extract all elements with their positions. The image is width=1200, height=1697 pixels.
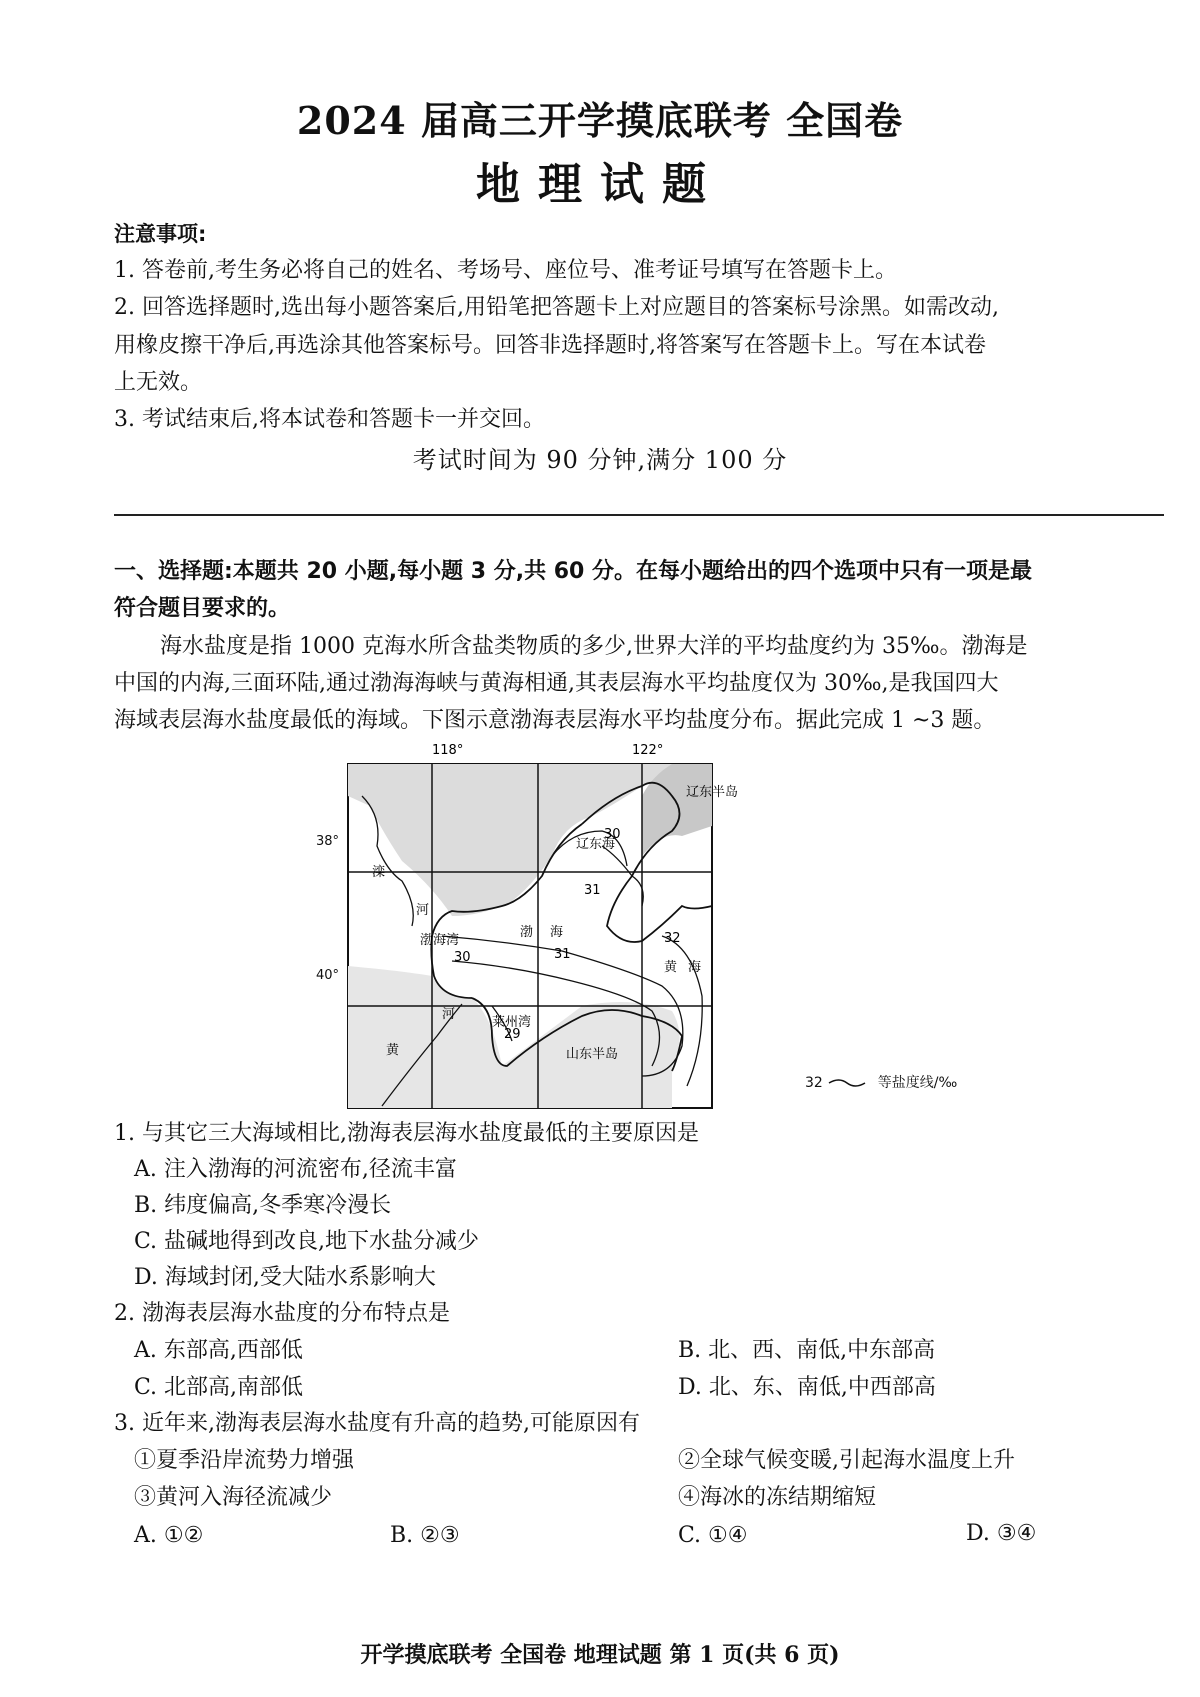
statement-item: ②全球气候变暖,引起海水温度上升 [678,1448,1015,1473]
option: D. 北、东、南低,中西部高 [678,1375,936,1400]
lat-label: 38° [316,834,340,849]
option: D. 海域封闭,受大陆水系影响大 [134,1265,436,1290]
section-heading: 符合题目要求的。 [114,596,291,621]
place-label: 海 [550,925,564,940]
question-stem: 3. 近年来,渤海表层海水盐度有升高的趋势,可能原因有 [114,1411,640,1436]
place-label: 山东半岛 [566,1047,619,1062]
place-label: 渤 [520,925,534,940]
exam-time: 考试时间为 90 分钟,满分 100 分 [412,446,788,474]
isoline-label: 30 [604,827,621,842]
option: A. 东部高,西部低 [134,1338,303,1363]
option: B. 北、西、南低,中东部高 [678,1338,936,1363]
option: C. 盐碱地得到改良,地下水盐分减少 [134,1229,480,1254]
legend-value: 32 [805,1075,823,1091]
bohai-salinity-map [342,736,842,1120]
isoline-label: 30 [454,950,471,965]
legend-text: 等盐度线/‰ [877,1075,958,1091]
place-label: 辽东海 [576,837,616,852]
place-label: 河 [442,1007,456,1022]
place-label: 滦 [372,865,386,880]
page-footer: 开学摸底联考 全国卷 地理试题 第 1 页(共 6 页) [360,1642,840,1668]
isoline-label: 32 [664,931,681,946]
option: C. 北部高,南部低 [134,1375,304,1400]
place-label: 黄 [386,1043,400,1058]
notice-line: 用橡皮擦干净后,再选涂其他答案标号。回答非选择题时,将答案写在答题卡上。写在本试卷 [114,333,986,358]
subject-title: 地理试题 [476,159,724,210]
lon-label: 118° [432,743,464,758]
option: D. ③④ [966,1521,1037,1546]
notice-line: 2. 回答选择题时,选出每小题答案后,用铅笔把答题卡上对应题目的答案标号涂黑。如需改动, [114,295,999,320]
question-stem: 1. 与其它三大海域相比,渤海表层海水盐度最低的主要原因是 [114,1121,699,1146]
statement-item: ①夏季沿岸流势力增强 [134,1448,355,1473]
lat-label: 40° [316,968,340,983]
place-label: 黄 [664,960,678,975]
place-label: 海 [688,960,702,975]
section-heading: 一、选择题:本题共 20 小题,每小题 3 分,共 60 分。在每小题给出的四个选项中只有一项是最 [114,559,1033,584]
option: B. 纬度偏高,冬季寒冷漫长 [134,1193,392,1218]
place-label: 渤海湾 [420,933,460,948]
divider [114,514,1164,516]
lon-label: 122° [632,743,664,758]
option: A. 注入渤海的河流密布,径流丰富 [134,1157,457,1182]
statement-item: ④海冰的冻结期缩短 [678,1485,877,1510]
passage-line: 中国的内海,三面环陆,通过渤海海峡与黄海相通,其表层海水平均盐度仅为 30‰,是我国四大 [114,671,999,696]
notice-line: 1. 答卷前,考生务必将自己的姓名、考场号、座位号、准考证号填写在答题卡上。 [114,258,897,283]
option: B. ②③ [390,1523,460,1548]
passage-line: 海域表层海水盐度最低的海域。下图示意渤海表层海水平均盐度分布。据此完成 1 ~3 题。 [114,708,996,733]
notice-heading: 注意事项: [114,222,207,246]
notice-line: 上无效。 [114,370,203,395]
option: A. ①② [134,1523,204,1548]
place-label: 莱州湾 [492,1015,532,1030]
place-label: 河 [416,903,430,918]
place-label: 辽东半岛 [686,785,739,800]
passage-line: 海水盐度是指 1000 克海水所含盐类物质的多少,世界大洋的平均盐度约为 35‰。渤海是 [160,634,1028,659]
isoline-label: 31 [554,947,571,962]
statement-item: ③黄河入海径流减少 [134,1485,333,1510]
map-legend [805,1072,957,1092]
option: C. ①④ [678,1523,748,1548]
isoline-label: 29 [504,1027,521,1042]
exam-title: 2024 届高三开学摸底联考 全国卷 [296,98,904,143]
isoline-label: 31 [584,883,601,898]
notice-line: 3. 考试结束后,将本试卷和答题卡一并交回。 [114,407,545,432]
question-stem: 2. 渤海表层海水盐度的分布特点是 [114,1301,450,1326]
